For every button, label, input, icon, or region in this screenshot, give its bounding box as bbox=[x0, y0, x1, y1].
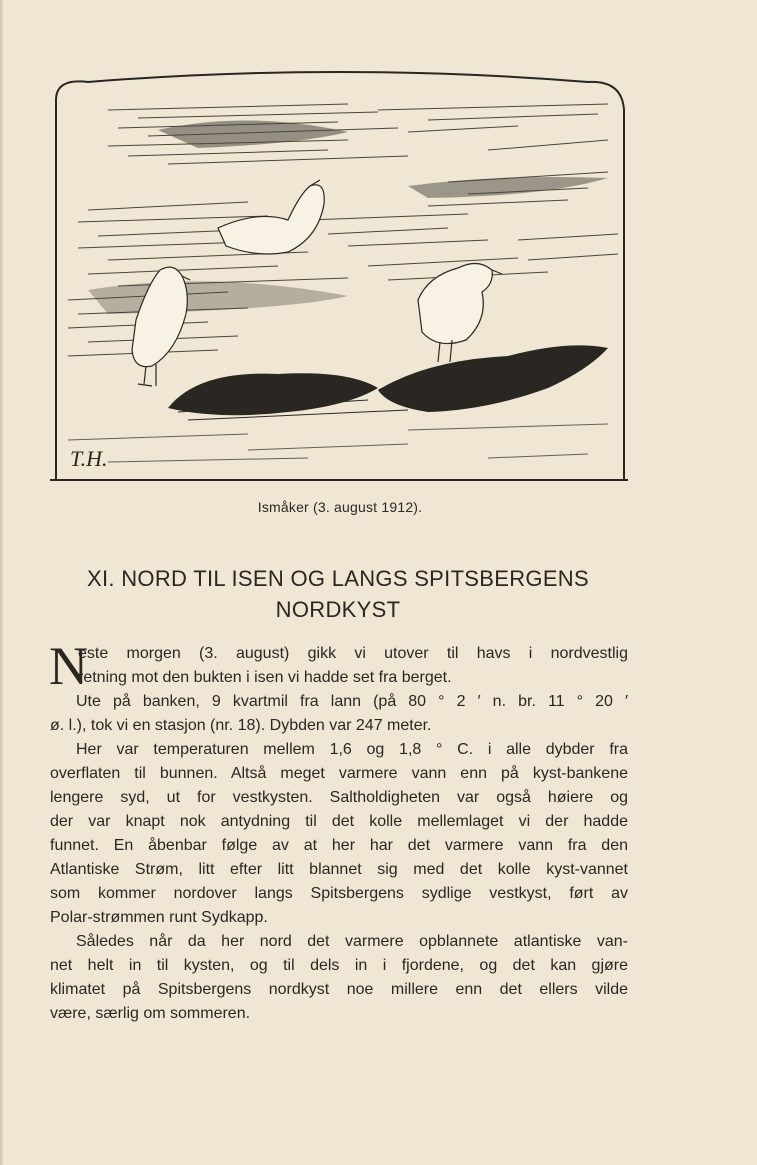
text-line: funnet. En åbenbar følge av at her har det varmere vann fra den bbox=[50, 837, 628, 854]
text-line: klimatet på Spitsbergens nordkyst noe millere enn det ellers vilde bbox=[50, 981, 628, 998]
text-line: este morgen (3. august) gikk vi utover til havs i nordvestlig bbox=[78, 645, 628, 662]
text-line: være, særlig om sommeren. bbox=[50, 1005, 251, 1022]
artist-signature: T.H. bbox=[70, 446, 108, 471]
text-line: lengere syd, ut for vestkysten. Saltholdigheten var også høiere og bbox=[50, 789, 628, 806]
text-line: retning mot den bukten i isen vi hadde set fra berget. bbox=[78, 669, 452, 686]
chapter-title bbox=[48, 563, 628, 625]
text-line: som kommer nordover langs Spitsbergens sydlige vestkyst, ført av bbox=[50, 885, 628, 902]
text-line: overflaten til bunnen. Altså meget varmere vann enn på kyst-bankene bbox=[50, 765, 628, 782]
text-line: der var knapt nok antydning til det kolle mellemlaget vi der hadde bbox=[50, 813, 628, 830]
text-line: net helt in til kysten, og til dels in i fjordene, og det kan gjøre bbox=[50, 957, 628, 974]
text-line: ø. l.), tok vi en stasjon (nr. 18). Dybden var 247 meter. bbox=[50, 717, 432, 734]
text-line: Atlantiske Strøm, litt efter litt blannet sig med det kolle kyst-vannet bbox=[50, 861, 628, 878]
gull-illustration bbox=[48, 70, 628, 483]
chapter-title-line-1: XI. NORD TIL ISEN OG LANGS SPITSBERGENS bbox=[87, 566, 589, 591]
body-text bbox=[49, 636, 628, 1026]
chapter-title-line-2: NORDKYST bbox=[275, 597, 401, 622]
text-line: Polar-strømmen runt Sydkapp. bbox=[50, 909, 268, 926]
page-edge bbox=[0, 0, 4, 1165]
text-line: Ute på banken, 9 kvartmil fra lann (på 80 ° 2 ′ n. br. 11 ° 20 ′ bbox=[76, 693, 628, 710]
figure-caption: Ismåker (3. august 1912). bbox=[257, 499, 423, 515]
drop-cap: N bbox=[49, 636, 88, 696]
text-line: Her var temperaturen mellem 1,6 og 1,8 ° C. i alle dybder fra bbox=[76, 741, 628, 758]
text-line: Således når da her nord det varmere opblannete atlantiske van- bbox=[76, 933, 628, 950]
